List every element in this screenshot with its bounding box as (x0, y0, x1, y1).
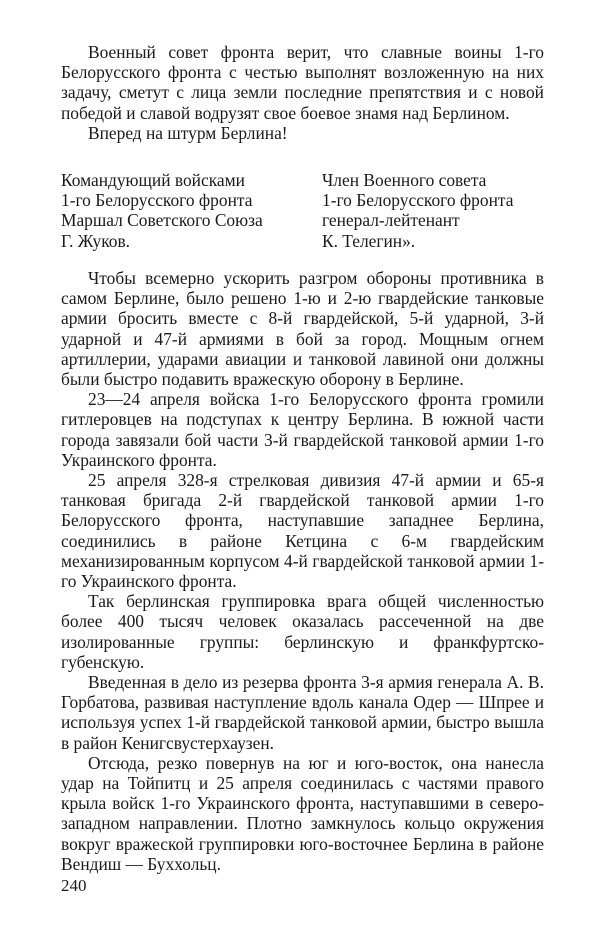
signature-line: генерал-лейтенант (322, 210, 460, 231)
signature-line: К. Телегин». (322, 230, 416, 251)
signature-line: Г. Жуков. (61, 230, 131, 251)
paragraph: Вперед на штурм Берлина! (88, 122, 288, 143)
signature-line: 1-го Белорусского фронта (61, 190, 253, 211)
paragraph: Отсюда, резко повернув на юг и юго-восток, она нанесла удар на Тойпитц и 25 апреля соединилась с частями правого крыла войск 1-го Украинского фронта, наступавшими в северо-западном направлении. Плотно замкнулось кольцо окружения вокруг вражеской группировки юго-восточнее Берлина в районе Вендиш — Буххольц. (61, 752, 544, 874)
body-text (61, 268, 544, 874)
signature-line: Член Военного совета (322, 170, 487, 190)
signature-line: Командующий войсками (61, 170, 245, 190)
paragraph: 23—24 апреля войска 1-го Белорусского фронта громили гитлеровцев на подступах к центру Берлина. В южной части города завязали бой части 3-й гвардейской танковой армии 1-го Украинского фронта. (61, 389, 544, 470)
paragraph: Введенная в дело из резерва фронта 3-я армия генерала А. В. Горбатова, развивая наступление вдоль канала Одер — Шпрее и используя успех 1-й гвардейской танковой армии, быстро вышла в район Кенигсвустерхаузен. (61, 672, 544, 753)
page-number: 240 (61, 876, 87, 895)
signature-line: Маршал Советского Союза (61, 210, 263, 231)
paragraph: Чтобы всемерно ускорить разгром обороны противника в самом Берлине, было решено 1-ю и 2-ю гвардейские танковые армии бросить вместе с 8-й гвардейской, 5-й ударной, 3-й ударной и 47-й армиями в бой за город. Мощным огнем артиллерии, ударами авиации и танковой лавиной они должны были быстро подавить вражескую оборону в Берлине. (61, 268, 544, 390)
signature-line: 1-го Белорусского фронта (322, 190, 514, 211)
paragraph: Так берлинская группировка врага общей численностью более 400 тысяч человек оказалась рассеченной на две изолированные группы: берлинскую и франкфуртско-губенскую. (61, 591, 544, 672)
signature-council-member (322, 170, 513, 251)
paragraph: 25 апреля 328-я стрелковая дивизия 47-й армии и 65-я танковая бригада 2-й гвардейской танковой армии 1-го Белорусского фронта, наступавшие западнее Берлина, соединились в районе Кетцина с 6-м гвардейским механизированным корпусом 4-й гвардейской танковой армии 1-го Украинского фронта. (61, 470, 544, 592)
paragraph: Военный совет фронта верит, что славные воины 1-го Белорусского фронта с честью выполнят возложенную на них задачу, сметут с лица земли последние препятствия и с новой победой и славой водрузят свое боевое знамя над Берлином. (61, 42, 544, 123)
signature-commander (61, 170, 263, 251)
opening-text (61, 42, 544, 143)
